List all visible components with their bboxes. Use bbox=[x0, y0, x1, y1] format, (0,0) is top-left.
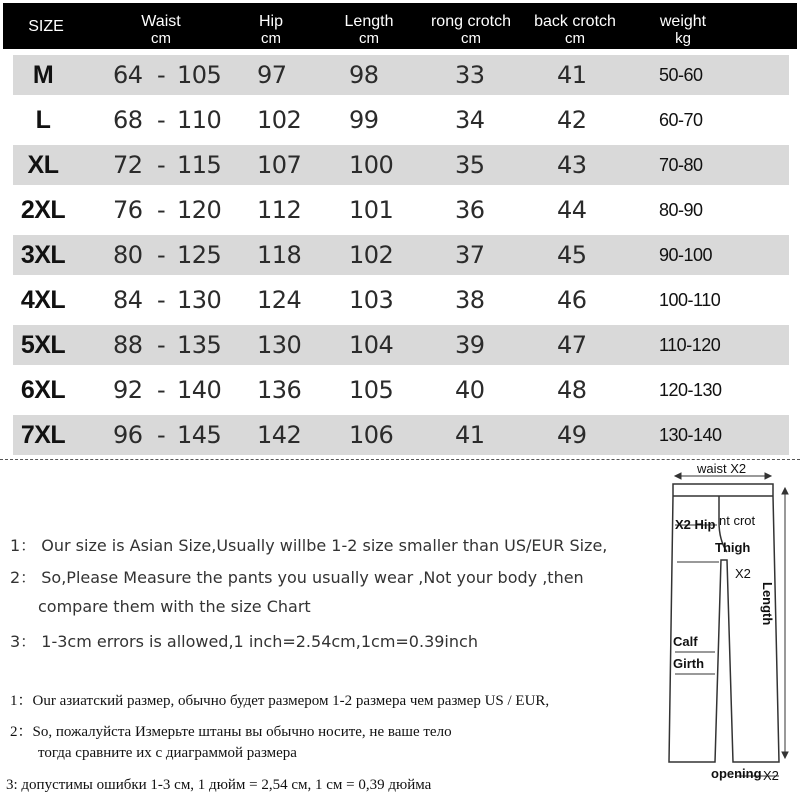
thigh-x2-label: X2 bbox=[735, 566, 751, 581]
note-line: тогда сравните их с диаграммой размера bbox=[38, 745, 297, 761]
table-row bbox=[13, 190, 789, 230]
thigh-label: Thigh bbox=[715, 540, 751, 555]
hip-cell: 118 bbox=[257, 241, 302, 269]
waist-dash: - bbox=[157, 106, 166, 134]
waist-min-cell: 64 bbox=[113, 61, 143, 89]
length-cell: 98 bbox=[349, 61, 379, 89]
girth-label: Girth bbox=[673, 656, 705, 671]
note-line: 2： So,Please Measure the pants you usually wear ,Not your body ,then bbox=[10, 568, 584, 587]
table-row bbox=[13, 55, 789, 95]
calf-label: Calf bbox=[673, 634, 698, 649]
table-row bbox=[13, 235, 789, 275]
header-back-crotch: back crotch cm bbox=[534, 13, 616, 47]
back-crotch-cell: 45 bbox=[557, 241, 587, 269]
waist-max-cell: 125 bbox=[177, 241, 222, 269]
length-cell: 103 bbox=[349, 286, 394, 314]
table-row bbox=[13, 145, 789, 185]
back-crotch-cell: 44 bbox=[557, 196, 587, 224]
back-crotch-cell: 46 bbox=[557, 286, 587, 314]
weight-cell: 100-110 bbox=[659, 290, 721, 310]
front-crotch-cell: 33 bbox=[455, 61, 485, 89]
waist-max-cell: 130 bbox=[177, 286, 222, 314]
waist-dash: - bbox=[157, 286, 166, 314]
waist-min-cell: 80 bbox=[113, 241, 143, 269]
size-cell: 6XL bbox=[20, 376, 66, 404]
table-row bbox=[13, 325, 789, 365]
note-line: compare them with the size Chart bbox=[38, 597, 311, 616]
header-weight: weight kg bbox=[659, 13, 707, 47]
waist-dash: - bbox=[157, 421, 166, 449]
pants-diagram bbox=[657, 462, 800, 800]
back-crotch-cell: 41 bbox=[557, 61, 587, 89]
size-cell: XL bbox=[27, 151, 59, 179]
size-cell: L bbox=[35, 106, 51, 134]
hip-cell: 97 bbox=[257, 61, 287, 89]
header-hip: Hip cm bbox=[258, 13, 283, 47]
table-header bbox=[3, 3, 797, 49]
table-row bbox=[13, 100, 789, 140]
waist-max-cell: 115 bbox=[177, 151, 222, 179]
length-cell: 101 bbox=[349, 196, 394, 224]
waist-min-cell: 76 bbox=[113, 196, 143, 224]
note-line: 1：Our азиатский размер, обычно будет размером 1-2 размера чем размер US / EUR, bbox=[10, 693, 550, 709]
waist-max-cell: 120 bbox=[177, 196, 222, 224]
front-crotch-cell: 38 bbox=[455, 286, 485, 314]
hip-cell: 142 bbox=[257, 421, 302, 449]
waist-min-cell: 96 bbox=[113, 421, 143, 449]
weight-cell: 50-60 bbox=[659, 65, 703, 85]
back-crotch-cell: 42 bbox=[557, 106, 587, 134]
waist-min-cell: 84 bbox=[113, 286, 143, 314]
length-cell: 106 bbox=[349, 421, 394, 449]
waist-dash: - bbox=[157, 331, 166, 359]
hip-cell: 124 bbox=[257, 286, 302, 314]
waist-max-cell: 140 bbox=[177, 376, 222, 404]
weight-cell: 120-130 bbox=[659, 380, 722, 400]
front-crotch-cell: 37 bbox=[455, 241, 485, 269]
header-waist: Waist cm bbox=[141, 13, 181, 47]
table-row bbox=[13, 280, 789, 320]
waist-min-cell: 68 bbox=[113, 106, 143, 134]
header-length: Length cm bbox=[344, 13, 394, 47]
note-line: 2：So, пожалуйста Измерьте штаны вы обычно носите, не ваше тело bbox=[10, 724, 452, 740]
size-cell: 3XL bbox=[20, 241, 66, 269]
opening-label: opening bbox=[711, 766, 762, 781]
length-cell: 100 bbox=[349, 151, 394, 179]
hip-cell: 136 bbox=[257, 376, 302, 404]
hip-cell: 102 bbox=[257, 106, 302, 134]
length-cell: 105 bbox=[349, 376, 394, 404]
waist-min-cell: 92 bbox=[113, 376, 143, 404]
front-crotch-cell: 35 bbox=[455, 151, 485, 179]
waist-max-cell: 135 bbox=[177, 331, 222, 359]
opening-x2-label: X2 bbox=[763, 768, 779, 783]
crotch-label: nt crot bbox=[719, 513, 756, 528]
header-size: SIZE bbox=[28, 18, 64, 35]
back-crotch-cell: 47 bbox=[557, 331, 587, 359]
size-cell: 5XL bbox=[20, 331, 66, 359]
front-crotch-cell: 40 bbox=[455, 376, 485, 404]
table-row bbox=[13, 370, 789, 410]
note-line: 3： 1-3cm errors is allowed,1 inch=2.54cm,1cm=0.39inch bbox=[10, 632, 478, 651]
weight-cell: 90-100 bbox=[659, 245, 713, 265]
section-divider bbox=[0, 459, 800, 460]
waist-label: waist X2 bbox=[697, 462, 747, 476]
front-crotch-cell: 39 bbox=[455, 331, 485, 359]
weight-cell: 80-90 bbox=[659, 200, 703, 220]
waist-dash: - bbox=[157, 241, 166, 269]
hip-cell: 112 bbox=[257, 196, 302, 224]
back-crotch-cell: 48 bbox=[557, 376, 587, 404]
size-cell: M bbox=[32, 61, 54, 89]
front-crotch-cell: 41 bbox=[455, 421, 485, 449]
size-cell: 2XL bbox=[20, 196, 66, 224]
hip-cell: 107 bbox=[257, 151, 302, 179]
weight-cell: 70-80 bbox=[659, 155, 703, 175]
back-crotch-cell: 43 bbox=[557, 151, 587, 179]
length-label: Length bbox=[760, 582, 775, 626]
size-cell: 7XL bbox=[20, 421, 66, 449]
waist-max-cell: 145 bbox=[177, 421, 222, 449]
length-cell: 104 bbox=[349, 331, 394, 359]
note-line: 1： Our size is Asian Size,Usually willbe 1-2 size smaller than US/EUR Size, bbox=[10, 536, 608, 555]
waist-dash: - bbox=[157, 61, 166, 89]
weight-cell: 60-70 bbox=[659, 110, 703, 130]
weight-cell: 110-120 bbox=[659, 335, 721, 355]
note-line: 3: допустимы ошибки 1-3 см, 1 дюйм = 2,54 см, 1 см = 0,39 дюйма bbox=[6, 777, 432, 793]
length-cell: 102 bbox=[349, 241, 394, 269]
waist-max-cell: 105 bbox=[177, 61, 222, 89]
front-crotch-cell: 34 bbox=[455, 106, 485, 134]
waist-min-cell: 88 bbox=[113, 331, 143, 359]
size-cell: 4XL bbox=[20, 286, 66, 314]
length-cell: 99 bbox=[349, 106, 379, 134]
waist-dash: - bbox=[157, 151, 166, 179]
back-crotch-cell: 49 bbox=[557, 421, 587, 449]
waist-max-cell: 110 bbox=[177, 106, 222, 134]
table-row bbox=[13, 415, 789, 455]
hip-cell: 130 bbox=[257, 331, 302, 359]
header-front-crotch: rong crotch cm bbox=[430, 13, 512, 47]
front-crotch-cell: 36 bbox=[455, 196, 485, 224]
waist-min-cell: 72 bbox=[113, 151, 143, 179]
waist-dash: - bbox=[157, 376, 166, 404]
waist-dash: - bbox=[157, 196, 166, 224]
weight-cell: 130-140 bbox=[659, 425, 722, 445]
hip-label: X2 Hip bbox=[675, 517, 716, 532]
